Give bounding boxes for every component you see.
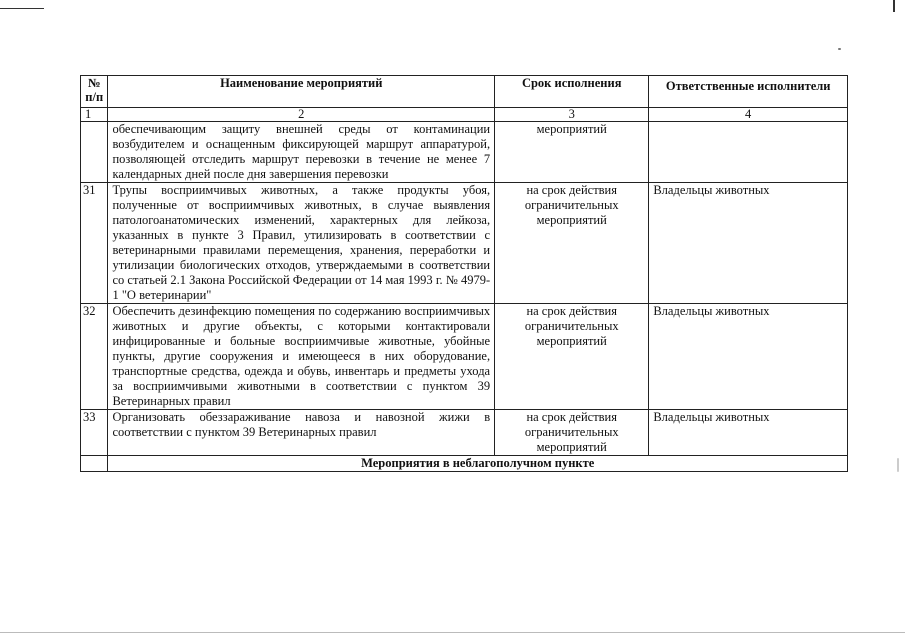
index-cell: 4 bbox=[649, 108, 848, 122]
section-row bbox=[81, 456, 848, 472]
row-number bbox=[81, 122, 108, 183]
scan-edge-line-bottom bbox=[0, 632, 905, 633]
scan-edge-mark-right bbox=[893, 0, 895, 12]
table-header-row bbox=[81, 76, 848, 108]
measures-table bbox=[80, 75, 848, 472]
index-cell: 3 bbox=[495, 108, 649, 122]
row-number: 31 bbox=[81, 183, 108, 304]
col-header-num: № п/п bbox=[81, 76, 108, 108]
table-row bbox=[81, 304, 848, 410]
row-measure: Организовать обеззараживание навоза и навозной жижи в соответствии с пунктом 39 Ветеринарных правил bbox=[108, 410, 495, 456]
row-responsible: Владельцы животных bbox=[649, 183, 848, 304]
row-term: на срок действия ограничительных мероприятий bbox=[495, 304, 649, 410]
table-row bbox=[81, 122, 848, 183]
section-title: Мероприятия в неблагополучном пункте bbox=[108, 456, 848, 472]
table-row bbox=[81, 410, 848, 456]
row-measure: обеспечивающим защиту внешней среды от контаминации возбудителем и оснащенным фиксирующей маршрут аппаратурой, позволяющей отследить маршрут перевозки в течение не менее 7 календарных дней после дня завершения перевозки bbox=[108, 122, 495, 183]
scan-speck bbox=[838, 48, 841, 50]
row-term: мероприятий bbox=[495, 122, 649, 183]
index-cell: 2 bbox=[108, 108, 495, 122]
table-row bbox=[81, 183, 848, 304]
col-header-resp: Ответственные исполнители bbox=[649, 76, 848, 108]
row-responsible bbox=[649, 122, 848, 183]
row-responsible: Владельцы животных bbox=[649, 304, 848, 410]
column-index-row bbox=[81, 108, 848, 122]
row-term: на срок действия ограничительных мероприятий bbox=[495, 183, 649, 304]
row-term: на срок действия ограничительных мероприятий bbox=[495, 410, 649, 456]
row-number: 33 bbox=[81, 410, 108, 456]
row-responsible: Владельцы животных bbox=[649, 410, 848, 456]
index-cell: 1 bbox=[81, 108, 108, 122]
section-empty-cell bbox=[81, 456, 108, 472]
col-header-name: Наименование мероприятий bbox=[108, 76, 495, 108]
row-measure: Трупы восприимчивых животных, а также продукты убоя, полученные от восприимчивых животных, в случае выявления патологоанатомических изменений, характерных для лейкоза, указанных в пункте 3 Правил, утилизировать в соответствии с ветеринарными правилами перемещения, хранения, переработки и утилизации биологических отходов, утверждаемыми в соответствии со статьей 2.1 Закона Российской Федерации от 14 мая 1993 г. № 4979-1 "О ветеринарии" bbox=[108, 183, 495, 304]
row-number: 32 bbox=[81, 304, 108, 410]
col-header-term: Срок исполнения bbox=[495, 76, 649, 108]
scan-speck bbox=[897, 458, 899, 472]
row-measure: Обеспечить дезинфекцию помещения по содержанию восприимчивых животных и другие объекты, с которыми контактировали инфицированные и больные восприимчивые животные, убойные пункты, другие сооружения и имеющееся в них оборудование, транспортные средства, одежда и обувь, инвентарь и предметы ухода за восприимчивыми животными в соответствии с пунктом 39 Ветеринарных правил bbox=[108, 304, 495, 410]
scan-edge-line-top bbox=[0, 8, 44, 9]
